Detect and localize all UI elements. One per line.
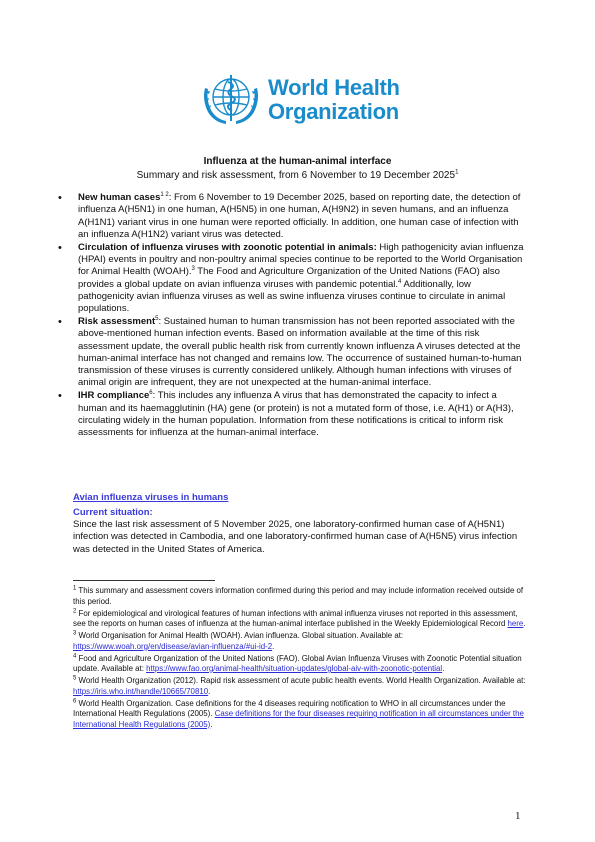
footnote-5: $^5$ World Health Organization (2012). Rapid risk assessment of acute public health events. World Health Organization. Available at: https://iris.who.int/handle/10665/70810.: [73, 675, 526, 696]
footnote-link[interactable]: https://iris.who.int/handle/10665/70810: [73, 686, 209, 696]
section-subheading: Current situation:: [73, 507, 153, 518]
footnote-ref[interactable]: 1 2: [160, 191, 169, 198]
footnote-divider: [73, 580, 215, 581]
logo-line-2: Organization: [268, 99, 399, 124]
footnote-ref[interactable]: 6: [149, 390, 153, 397]
footnote-ref[interactable]: 1: [455, 169, 459, 176]
logo-line-1: World Health: [268, 75, 400, 100]
who-logo: [200, 70, 400, 130]
bullet-label: IHR compliance: [78, 390, 150, 402]
footnote-6: $^6$ World Health Organization. Case definitions for the 4 diseases requiring notification to WHO in all circumstances under the International Health Regulations (2005). Case definitions for the four diseases requiring notification in all circumstances under the International Health Regulations (2005).: [73, 697, 524, 729]
footnote-2: $^2$ For epidemiological and virological features of human infections with animal influenza viruses not reported in this assessment, see the reports on human cases of influenza at the human-animal interface published in the Weekly Epidemiological Record here.: [73, 607, 526, 628]
who-emblem-icon: [200, 70, 262, 128]
bullet-text: The Food and Agriculture Organization of the United Nations (FAO) also provides a global update on avian influenza viruses with pandemic potential.: [78, 266, 500, 290]
bullet-label: Risk assessment: [78, 315, 156, 327]
footnote-4: $^4$ Food and Agriculture Organization of the United Nations (FAO). Global Avian Influenza Viruses with Zoonotic Potential situation update. Available at: https://www.fao.org/animal-health/situation-updates/global-aiv-with-zoonotic-potential.: [73, 652, 522, 673]
footnote-1: $^1$ This summary and assessment covers information confirmed during this period and may include information received outside of this period.: [73, 585, 524, 606]
bullet-circulation: [58, 242, 528, 316]
bullet-text: : This includes any influenza A virus that has demonstrated the capacity to infect a human and its haemagglutinin (HA) gene (or protein) is not a mutated form of those, i.e. A(H1) or A(H3), circulating widely in the human population. Information from these notifications is critical to inform risk assessments for influenza at the human-animal interface.: [78, 390, 514, 439]
bullet-new-human-cases: [58, 192, 528, 241]
footnote-ref[interactable]: 4: [398, 278, 402, 285]
document-subtitle: Summary and risk assessment, from 6 November to 19 December 2025$^1$: [136, 169, 459, 181]
footnote-ref[interactable]: 5: [155, 315, 159, 322]
page-number: 1: [515, 810, 521, 822]
bullet-label: Circulation of influenza viruses with zoonotic potential in animals:: [78, 241, 377, 253]
bullet-text: : From 6 November to 19 December 2025, based on reporting date, the detection of influenza A(H5N1) in one human, A(H5N5) in one human, A(H9N2) in seven humans, and an influenza A(H1N1) variant virus in one human were reported officially. In addition, one human case of infection with an influenza A(H1N2) variant virus was detected.: [78, 192, 521, 240]
footnote-link[interactable]: Case definitions for the four diseases requiring notification in all circumstances under the International Health Regulations (2005): [73, 709, 524, 729]
bullet-label: New human cases: [78, 192, 161, 203]
summary-bullets: [58, 192, 528, 440]
footnote-link[interactable]: here: [507, 619, 524, 628]
section-heading: Avian influenza viruses in humans: [73, 492, 229, 503]
footnote-link[interactable]: https://www.fao.org/animal-health/situation-updates/global-aiv-with-zoonotic-potential: [146, 664, 443, 673]
footnote-ref[interactable]: 3: [191, 266, 195, 273]
footnotes: [73, 586, 531, 732]
bullet-text: High pathogenicity avian influenza (HPAI) events in poultry and non-poultry animal species continue to be reported to the World Organisation for Animal Health (WOAH).: [78, 241, 524, 278]
section-paragraph: Since the last risk assessment of 5 November 2025, one laboratory-confirmed human case of A(H5N1) infection was detected in Cambodia, and one laboratory-confirmed human case of A(H5N5) virus infection was detected in the United States of America.: [73, 519, 518, 555]
footnote-link[interactable]: https://www.woah.org/en/disease/avian-influenza/#ui-id-2: [73, 641, 273, 651]
footnote-3: $^3$ World Organisation for Animal Health (WOAH). Avian influenza. Global situation. Available at: https://www.woah.org/en/disease/avian-influenza/#ui-id-2.: [73, 630, 404, 651]
bullet-ihr-compliance: [58, 390, 528, 439]
bullet-text: Additionally, low pathogenicity avian influenza viruses as well as swine influenza viruses continue to circulate in animal populations.: [78, 278, 506, 315]
bullet-text: : Sustained human to human transmission has not been reported associated with the above-mentioned human infection events. Based on information available at the time of this risk assessment update, the overall public health risk from currently known influenza A viruses detected at the human-animal interface has not changed and remains low. The occurrence of sustained human-to-human transmission of these viruses is currently considered unlikely. Although human infections with viruses of animal origin are infrequent, they are not unexpected at the human-animal interface.: [78, 315, 522, 389]
bullet-risk-assessment: [58, 316, 528, 390]
document-title: Influenza at the human-animal interface: [203, 156, 392, 167]
